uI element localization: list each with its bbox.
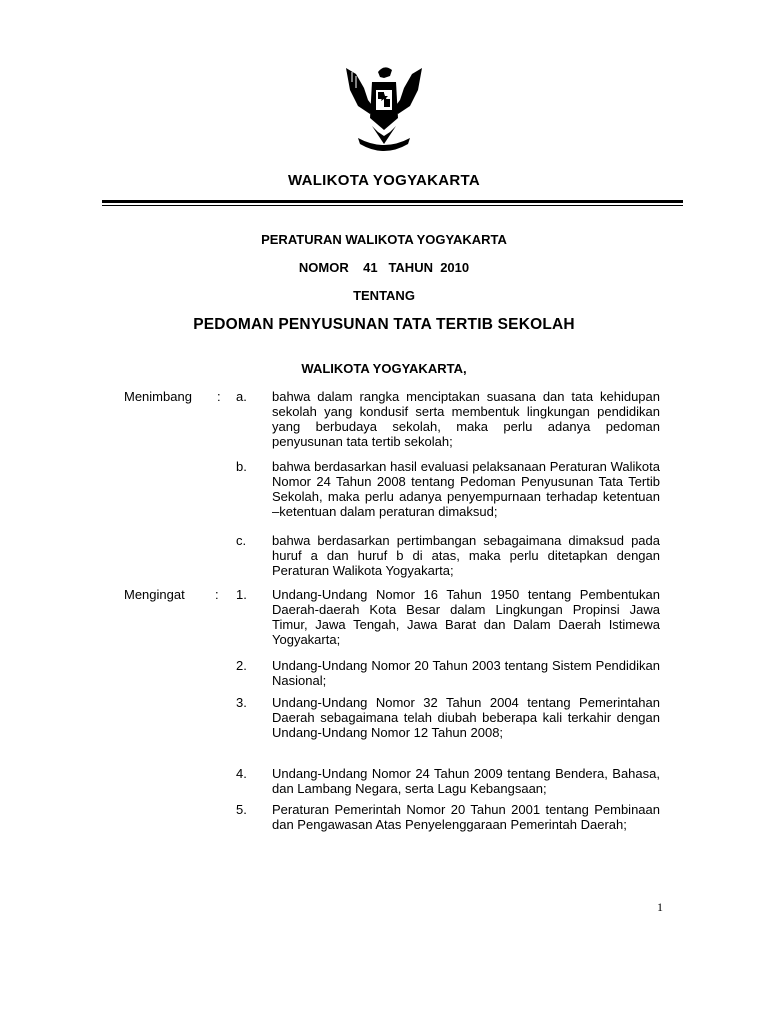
page-number: 1	[657, 900, 663, 914]
menimbang-marker-a: a.	[236, 389, 247, 404]
mengingat-label: Mengingat	[124, 587, 185, 602]
menimbang-marker-b: b.	[236, 459, 247, 474]
menimbang-label: Menimbang	[124, 389, 192, 404]
mengingat-marker-5: 5.	[236, 802, 247, 817]
regulation-issuer: WALIKOTA YOGYAKARTA,	[301, 361, 467, 376]
authority-heading: WALIKOTA YOGYAKARTA	[287, 172, 481, 189]
mengingat-marker-2: 2.	[236, 658, 247, 673]
regulation-about: TENTANG	[353, 288, 415, 303]
mengingat-item-2: Undang-Undang Nomor 20 Tahun 2003 tentang Sistem Pendidikan Nasional;	[272, 658, 660, 688]
header-rule-thin	[102, 205, 683, 206]
header-rule-thick	[102, 200, 683, 203]
mengingat-item-3: Undang-Undang Nomor 32 Tahun 2004 tentang Pemerintahan Daerah sebagaimana telah diubah beberapa kali terkahir dengan Undang-Undang Nomor 12 Tahun 2008;	[272, 695, 660, 740]
menimbang-item-a: bahwa dalam rangka menciptakan suasana dan tata kehidupan sekolah yang kondusif serta membentuk lingkungan pendidikan yang berbudaya sekolah, maka perlu adanya pedoman penyusunan tata tertib sekolah;	[272, 389, 660, 449]
regulation-type: PERATURAN WALIKOTA YOGYAKARTA	[261, 232, 507, 247]
mengingat-colon: :	[215, 587, 219, 602]
regulation-number: NOMOR 41 TAHUN 2010	[298, 260, 470, 275]
mengingat-item-5: Peraturan Pemerintah Nomor 20 Tahun 2001 tentang Pembinaan dan Pengawasan Atas Penyelenggaraan Pemerintah Daerah;	[272, 802, 660, 832]
regulation-title: PEDOMAN PENYUSUNAN TATA TERTIB SEKOLAH	[193, 316, 575, 333]
mengingat-marker-3: 3.	[236, 695, 247, 710]
mengingat-item-4: Undang-Undang Nomor 24 Tahun 2009 tentang Bendera, Bahasa, dan Lambang Negara, serta Lagu Kebangsaan;	[272, 766, 660, 796]
garuda-emblem-icon	[338, 60, 430, 160]
menimbang-item-c: bahwa berdasarkan pertimbangan sebagaimana dimaksud pada huruf a dan huruf b di atas, maka perlu ditetapkan dengan Peraturan Walikota Yogyakarta;	[272, 533, 660, 578]
mengingat-marker-1: 1.	[236, 587, 247, 602]
mengingat-marker-4: 4.	[236, 766, 247, 781]
menimbang-item-b: bahwa berdasarkan hasil evaluasi pelaksanaan Peraturan Walikota Nomor 24 Tahun 2008 tentang Pedoman Penyusunan Tata Tertib Sekolah, maka perlu adanya penyempurnaan terhadap ketentuan –ketentuan dalam peraturan dimaksud;	[272, 459, 660, 519]
menimbang-colon: :	[217, 389, 221, 404]
menimbang-marker-c: c.	[236, 533, 247, 548]
mengingat-item-1: Undang-Undang Nomor 16 Tahun 1950 tentang Pembentukan Daerah-daerah Kota Besar dalam Lingkungan Propinsi Jawa Timur, Jawa Tengah, Jawa Barat dan Dalam Daerah Istimewa Yogyakarta;	[272, 587, 660, 647]
